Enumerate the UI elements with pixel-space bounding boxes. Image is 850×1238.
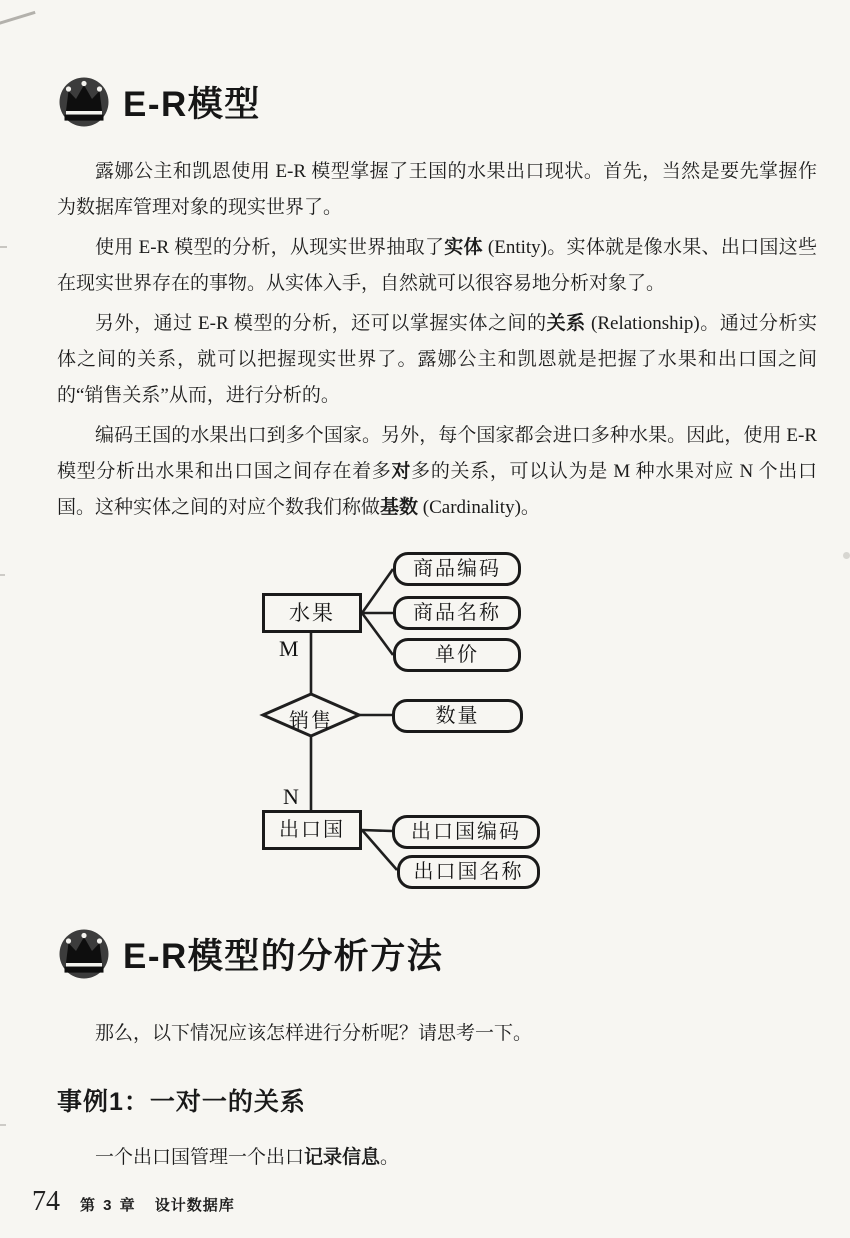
section1-title: E-R模型 xyxy=(123,85,261,124)
crown-icon xyxy=(57,74,111,130)
scan-artifact xyxy=(0,1124,6,1126)
paragraph-3-seg: 另外，通过 E-R 模型的分析，还可以掌握实体之间的 xyxy=(95,313,547,334)
paragraph-4-seg: (Cardinality)。 xyxy=(418,497,540,518)
paragraph-5-text: 那么，以下情况应该怎样进行分析呢？请思考一下。 xyxy=(95,1023,533,1044)
relationship-sales: 销售 xyxy=(289,710,333,732)
scan-artifact xyxy=(0,246,7,248)
cardinality-m-label: M xyxy=(279,636,299,661)
entity-fruit: 水果 xyxy=(262,593,362,633)
paragraph-6 xyxy=(57,1140,817,1176)
paragraph-3 xyxy=(57,306,817,414)
attribute-country-name: 出口国名称 xyxy=(397,855,540,889)
paragraph-2-seg: (Entity)。实体就是像水果、出口国这些在现实世界存在的事物。从实体入手，自然就可以很容易地分析对象了。 xyxy=(57,237,817,294)
paragraph-1 xyxy=(57,154,817,226)
section2-heading-row xyxy=(57,926,850,982)
paragraph-2-seg: 使用 E-R 模型的分析，从现实世界抽取了 xyxy=(95,237,445,258)
attribute-product-name: 商品名称 xyxy=(393,596,521,630)
case1-heading: 事例1：一对一的关系 xyxy=(57,1088,306,1116)
chapter-title: 设计数据库 xyxy=(154,1197,235,1214)
attribute-country-code: 出口国编码 xyxy=(392,815,540,849)
term-many-to-many: 对 xyxy=(391,461,412,482)
attribute-unit-price: 单价 xyxy=(393,638,521,672)
chapter-label: 第 3 章 xyxy=(80,1197,137,1214)
term-entity: 实体 xyxy=(444,237,483,258)
term-cardinality: 基数 xyxy=(380,497,419,518)
page-footer xyxy=(32,1186,235,1218)
paragraph-6-seg: 。 xyxy=(380,1147,400,1168)
paragraph-5 xyxy=(57,1016,817,1052)
scan-artifact xyxy=(843,552,850,559)
paragraph-4-seg: 多的关系，可以认为是 M 种水果对应 N 个出口国。这种实体之间的对应个数我们称做 xyxy=(57,461,817,518)
term-record-info: 记录信息 xyxy=(304,1147,381,1168)
er-diagram xyxy=(57,548,597,896)
section2-title: E-R模型的分析方法 xyxy=(123,937,444,976)
paragraph-4-seg: 编码王国的水果出口到多个国家。另外，每个国家都会进口多种水果。因此，使用 E-R 模型分析出水果和出口国之间存在着多 xyxy=(57,425,817,482)
attribute-product-code: 商品编码 xyxy=(393,552,521,586)
crown-icon xyxy=(57,926,111,982)
scan-artifact xyxy=(0,574,5,576)
paragraph-4 xyxy=(57,418,817,526)
cardinality-n-label: N xyxy=(283,784,299,809)
section1-heading-row xyxy=(57,74,850,130)
paragraph-2 xyxy=(57,230,817,302)
entity-export-country: 出口国 xyxy=(262,810,362,850)
paragraph-3-seg: (Relationship)。通过分析实体之间的关系，就可以把握现实世界了。露娜公主和凯恩就是把握了水果和出口国之间的“销售关系”从而，进行分析的。 xyxy=(57,313,817,406)
paragraph-6-seg: 一个出口国管理一个出口 xyxy=(95,1147,305,1168)
attribute-quantity: 数量 xyxy=(392,699,523,733)
paragraph-1-text: 露娜公主和凯恩使用 E-R 模型掌握了王国的水果出口现状。首先，当然是要先掌握作为数据库管理对象的现实世界了。 xyxy=(57,161,817,218)
page-number: 74 xyxy=(32,1186,60,1217)
scan-artifact xyxy=(0,11,35,26)
term-relationship: 关系 xyxy=(546,313,586,334)
